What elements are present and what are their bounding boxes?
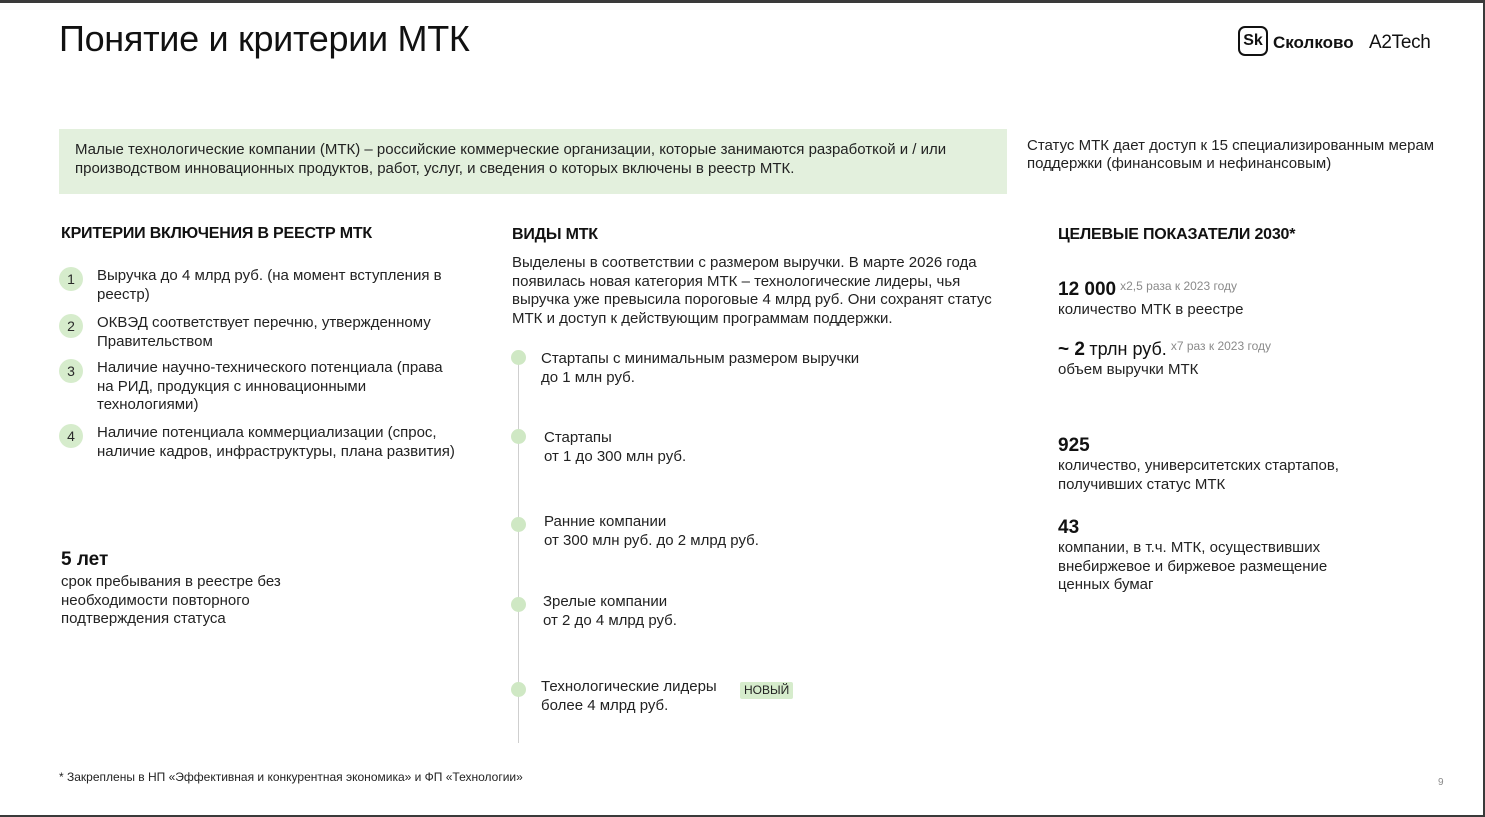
kpi-university-startups xyxy=(1058,435,1438,494)
skolkovo-logo-icon: Sk xyxy=(1238,26,1268,56)
criteria-heading: КРИТЕРИИ ВКЛЮЧЕНИЯ В РЕЕСТР МТК xyxy=(61,225,372,242)
kpi-desc: компании, в т.ч. МТК, осуществивших внебиржевое и биржевое размещение ценных бумаг xyxy=(1058,539,1328,593)
timeline-item-title: Технологические лидеры xyxy=(541,678,717,695)
new-badge: НОВЫЙ xyxy=(740,682,793,699)
kpi-growth-note: x2,5 раза к 2023 году xyxy=(1120,279,1238,293)
timeline-dot-icon xyxy=(511,597,526,612)
skolkovo-logo-text: Сколково xyxy=(1273,33,1354,52)
kpi-desc: количество, университетских стартапов, получивших статус МТК xyxy=(1058,457,1339,493)
page-title: Понятие и критерии МТК xyxy=(59,18,470,59)
types-heading: ВИДЫ МТК xyxy=(512,226,598,243)
timeline-dot-icon xyxy=(511,517,526,532)
timeline-item-text xyxy=(544,429,964,466)
timeline-item-title: Стартапы с минимальным размером выручки xyxy=(541,350,860,367)
kpi-value: 43 xyxy=(1058,517,1080,538)
kpi-value: 925 xyxy=(1058,435,1090,456)
criteria-number-badge: 3 xyxy=(59,359,83,383)
timeline-item-text xyxy=(541,350,961,387)
definition-text: Малые технологические компании (МТК) – российские коммерческие организации, которые занимаются разработкой и / или производством инновационных продуктов, работ, услуг, и сведения о которых включены в реестр МТК. xyxy=(75,141,947,177)
registry-period-desc: срок пребывания в реестре без необходимости повторного подтверждения статуса xyxy=(61,573,281,627)
timeline-item-title: Зрелые компании xyxy=(543,593,668,610)
timeline-item-range: от 2 до 4 млрд руб. xyxy=(543,611,677,629)
status-note: Статус МТК дает доступ к 15 специализированным мерам поддержки (финансовым и нефинансовым) xyxy=(1027,137,1435,172)
frame-top-border xyxy=(0,0,1485,3)
kpi-desc: количество МТК в реестре xyxy=(1058,301,1244,318)
kpi-securities-placement xyxy=(1058,517,1438,595)
criteria-item-text: Выручка до 4 млрд руб. (на момент вступления в реестр) xyxy=(97,267,442,303)
timeline-item-range: более 4 млрд руб. xyxy=(541,696,669,714)
targets-heading: ЦЕЛЕВЫЕ ПОКАЗАТЕЛИ 2030* xyxy=(1058,226,1296,243)
timeline-item-title: Ранние компании xyxy=(544,513,667,530)
a2tech-logo: A2Tech xyxy=(1369,32,1431,53)
criteria-item-text: Наличие потенциала коммерциализации (спрос, наличие кадров, инфраструктуры, плана развития) xyxy=(97,424,455,460)
kpi-unit: трлн руб. xyxy=(1089,339,1167,359)
timeline-item-range: от 1 до 300 млн руб. xyxy=(544,447,687,465)
timeline-item-text xyxy=(544,513,964,550)
footnote: * Закреплены в НП «Эффективная и конкурентная экономика» и ФП «Технологии» xyxy=(59,770,523,784)
kpi-growth-note: x7 раз к 2023 году xyxy=(1170,339,1272,353)
kpi-revenue xyxy=(1058,339,1438,380)
definition-box xyxy=(59,129,1007,194)
page-number: 9 xyxy=(1438,777,1444,788)
timeline-dot-icon xyxy=(511,682,526,697)
timeline-item-text xyxy=(543,593,963,630)
criteria-number-badge: 4 xyxy=(59,424,83,448)
timeline-dot-icon xyxy=(511,429,526,444)
criteria-item-text: ОКВЭД соответствует перечню, утвержденному Правительством xyxy=(97,314,431,350)
criteria-number-badge: 2 xyxy=(59,314,83,338)
kpi-registry-count xyxy=(1058,279,1438,320)
kpi-value: ~ 2 xyxy=(1058,339,1085,360)
timeline-item-title: Стартапы xyxy=(544,429,612,446)
timeline-item-range: от 300 млн руб. до 2 млрд руб. xyxy=(544,531,759,549)
registry-period-value: 5 лет xyxy=(61,549,109,570)
timeline-dot-icon xyxy=(511,350,526,365)
criteria-number-badge: 1 xyxy=(59,267,83,291)
kpi-value: 12 000 xyxy=(1058,279,1117,300)
types-intro: Выделены в соответствии с размером выручки. В марте 2026 года появилась новая категория МТК – технологические лидеры, чья выручка уже превысила пороговые 4 млрд руб. Они сохранят статус МТК и доступ к действующим программам поддержки. xyxy=(512,254,992,327)
criteria-item-text: Наличие научно-технического потенциала (права на РИД, продукция с инновационными технологиями) xyxy=(97,359,443,413)
timeline-item-range: до 1 млн руб. xyxy=(541,368,635,386)
kpi-desc: объем выручки МТК xyxy=(1058,361,1199,378)
